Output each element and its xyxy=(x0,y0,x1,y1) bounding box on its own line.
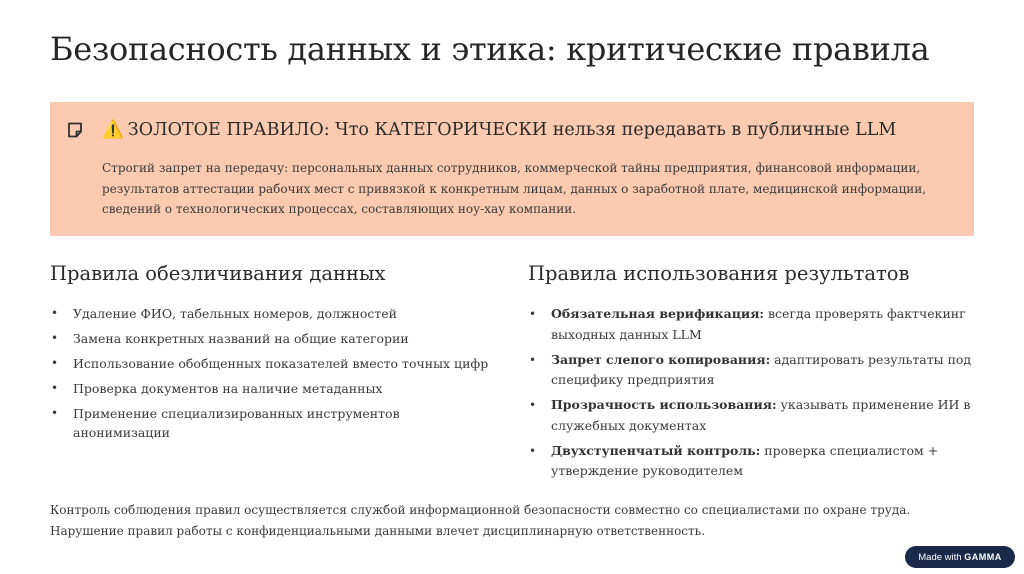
bullet: • xyxy=(51,306,59,320)
bullet: • xyxy=(51,331,59,345)
gamma-logo: GAMMA xyxy=(964,552,1002,562)
list-item-bold: Двухступенчатый контроль: xyxy=(551,442,761,458)
list-item xyxy=(528,304,978,345)
bullet: • xyxy=(51,356,59,370)
bullet: • xyxy=(529,443,537,458)
list-item xyxy=(528,395,978,436)
list-item-text: Удаление ФИО, табельных номеров, должностей xyxy=(73,306,398,321)
results-usage-list xyxy=(528,304,978,486)
list-item-text: проверка специалистом + утверждение руководителем xyxy=(551,442,939,478)
list-item-text: Замена конкретных названий на общие категории xyxy=(73,331,409,346)
made-with-gamma-badge[interactable] xyxy=(905,546,1015,568)
list-item xyxy=(50,329,490,354)
list-item-text: Использование обобщенных показателей вместо точных цифр xyxy=(73,356,489,371)
callout-body: Строгий запрет на передачу: персональных данных сотрудников, коммерческой тайны предприятия, финансовой информации, результатов аттестации рабочих мест с привязкой к конкретным лицам, данных о заработной плате, медицинской информации, сведений о технологических процессах, составляющих ноу-хау компании. xyxy=(102,161,927,216)
bullet: • xyxy=(51,406,59,420)
results-usage-heading: Правила использования результатов xyxy=(528,262,910,285)
list-item-bold: Обязательная верификация: xyxy=(551,306,765,321)
list-item-text: адаптировать результаты под специфику предприятия xyxy=(551,351,972,387)
anonymization-heading: Правила обезличивания данных xyxy=(50,262,386,285)
bullet: • xyxy=(51,381,59,395)
list-item-bold: Запрет слепого копирования: xyxy=(551,351,771,367)
anonymization-list xyxy=(50,304,490,440)
list-item xyxy=(528,350,978,391)
list-item-bold: Прозрачность использования: xyxy=(551,397,777,412)
badge-prefix: Made with xyxy=(918,552,962,563)
callout-heading-text: ЗОЛОТОЕ ПРАВИЛО: Что КАТЕГОРИЧЕСКИ нельзя передавать в публичные LLM xyxy=(127,120,897,140)
list-item xyxy=(50,404,490,440)
list-item xyxy=(50,379,490,404)
list-item-text: всегда проверять фактчекинг выходных данных LLM xyxy=(551,306,966,342)
list-item-text: Применение специализированных инструментов анонимизации xyxy=(73,406,400,440)
list-item-text: указывать применение ИИ в служебных документах xyxy=(551,397,971,433)
note-icon xyxy=(66,121,84,139)
page-title: Безопасность данных и этика: критические правила xyxy=(50,30,930,68)
list-item xyxy=(50,304,490,329)
bullet: • xyxy=(529,307,537,321)
bullet: • xyxy=(529,352,537,367)
list-item-text: Проверка документов на наличие метаданных xyxy=(73,381,383,396)
golden-rule-callout xyxy=(50,102,974,236)
warning-icon: ⚠️ xyxy=(102,120,124,140)
list-item xyxy=(50,354,490,379)
list-item xyxy=(528,441,978,482)
callout-heading xyxy=(102,120,896,140)
bullet: • xyxy=(529,398,537,412)
footer-note: Контроль соблюдения правил осуществляется службой информационной безопасности совместно со специалистами по охране труда. Нарушение правил работы с конфиденциальными данными влечет дисциплинарную ответственность. xyxy=(50,503,911,538)
